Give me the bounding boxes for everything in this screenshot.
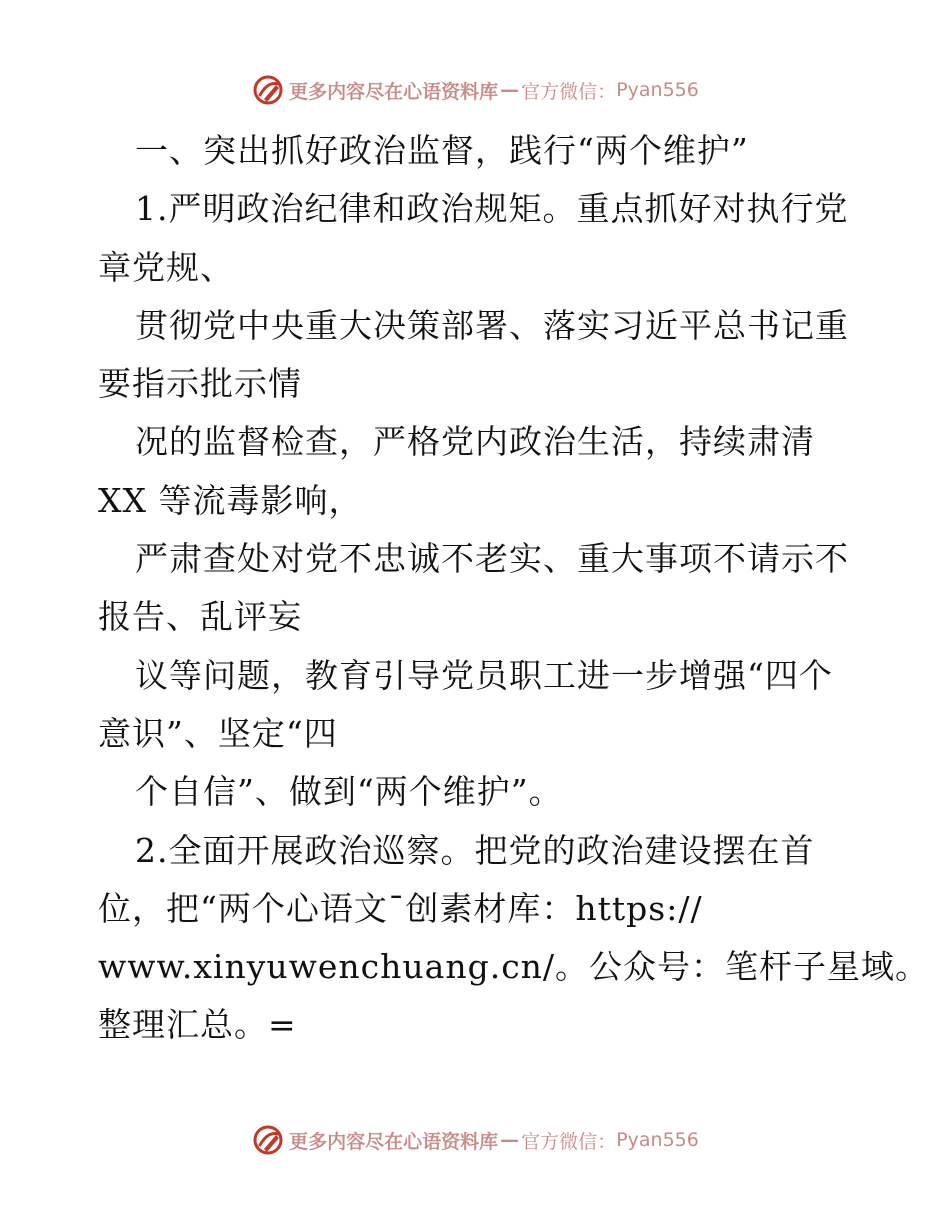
- banner-title: 更多内容尽在心语资料库: [289, 80, 499, 103]
- footer-banner: [0, 1120, 950, 1160]
- red-pen-swirl-icon: [251, 73, 285, 107]
- paragraph-line: 意识”、坚定“四: [98, 713, 338, 753]
- paragraph-line: 2.全面开展政治巡察。把党的政治建设摆在首: [135, 830, 815, 870]
- paragraph-line: www.xinyuwenchuang.cn/。公众号：笔杆子星域。: [98, 947, 930, 987]
- banner-wechat-id: Pyan556: [616, 1129, 699, 1151]
- banner-wechat-id: Pyan556: [616, 79, 699, 101]
- paragraph-line: 况的监督检查，严格党内政治生活，持续肃清: [135, 422, 815, 462]
- banner-wechat-label: 官方微信：: [521, 80, 617, 103]
- paragraph-line: 整理汇总。=: [98, 1005, 297, 1045]
- section-heading: 一、突出抓好政治监督，践行“两个维护”: [135, 131, 749, 170]
- paragraph-line: 贯彻党中央重大决策部署、落实习近平总书记重: [135, 305, 849, 345]
- paragraph-line: 位，把“两个心语文¯创素材库：https://: [98, 888, 703, 928]
- banner-title: 更多内容尽在心语资料库: [289, 1130, 499, 1153]
- paragraph-line: 严肃查处对党不忠诚不老实、重大事项不请示不: [135, 539, 849, 579]
- paragraph-line: 要指示批示情: [98, 364, 302, 404]
- paragraph-line: 1.严明政治纪律和政治规矩。重点抓好对执行党: [135, 189, 849, 229]
- paragraph-line: 报告、乱评妄: [98, 597, 302, 637]
- header-banner: [0, 70, 950, 110]
- paragraph-line: XX 等流毒影响，: [98, 480, 363, 520]
- paragraph-line: 议等问题，教育引导党员职工进一步增强“四个: [135, 655, 833, 695]
- paragraph-line: 个自信”、做到“两个维护”。: [135, 772, 563, 812]
- paragraph-line: 章党规、: [98, 247, 234, 287]
- red-pen-swirl-icon: [251, 1123, 285, 1157]
- document-body: [98, 122, 930, 1055]
- banner-separator: —: [500, 79, 520, 101]
- banner-wechat-label: 官方微信：: [521, 1130, 617, 1153]
- banner-separator: —: [500, 1129, 520, 1151]
